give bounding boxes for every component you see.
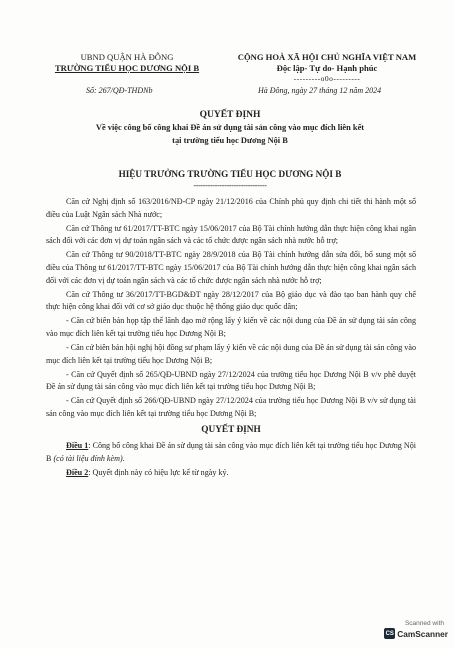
article-2-label: Điều 2 [66, 468, 89, 478]
country-name: CỘNG HOÀ XÃ HỘI CHỦ NGHĨA VIỆT NAM [237, 52, 417, 62]
camscanner-brand: CamScanner [397, 628, 448, 639]
national-motto: Độc lập- Tự do- Hạnh phúc [276, 63, 378, 73]
article-1-end: . [122, 453, 125, 463]
place-date: Hà Đông, ngày 27 tháng 12 năm 2024 [258, 86, 382, 95]
legal-basis-paragraph: Căn cứ Thông tư 61/2017/TT-BTC ngày 15/06/2017 của Bộ Tài chính hướng dẫn thực hiện công khai ngân sách đối với các đơn vị dự toán ngân sách và các tổ chức được ngân sách nhà nước hỗ trợ; [46, 223, 416, 246]
header-right [222, 52, 432, 83]
camscanner-logo-icon: CS [384, 628, 395, 639]
title-subject-line-1: Về việc công bố công khai Đề án sử dụng tài sản công vào mục đích liên kết [95, 123, 365, 132]
article-2 [46, 467, 416, 480]
legal-basis-paragraph: - Căn cứ Quyết định số 265/QĐ-UBND ngày 27/12/2024 của trường tiểu học Dương Nội B v/v phê duyệt Đề án sử dụng tài sản công vào mục đích liên kết tại trường tiểu học Dương Nội B; [46, 369, 416, 392]
legal-basis-paragraph: - Căn cứ biên bản họp tập thể lãnh đạo mở rộng lấy ý kiến về các nội dung của Đề án sử dụng tài sản công vào mục đích liên kết tại trường tiểu học Dương Nội B; [46, 316, 416, 338]
header-left [42, 52, 212, 74]
document-number: Số: 267/QĐ-THDNb [86, 86, 153, 95]
legal-basis-paragraph: - Căn cứ Quyết định số 266/QĐ-UBND ngày 27/12/2024 của trường tiểu học Dương Nội B v/v sử dụng tài sản công vào mục đích liên kết tại trường tiểu học Dương Nội B; [46, 396, 416, 418]
article-1-note: (có tài liệu đính kèm) [53, 453, 123, 463]
motto-separator: ---------o0o--------- [293, 74, 361, 83]
camscanner-watermark [378, 620, 448, 639]
legal-basis-paragraph: Căn cứ Thông tư 90/2018/TT-BTC ngày 28/9/2018 của Bộ Tài chính hướng dẫn sửa đổi, bổ sung một số điều của Thông tư 61/2017/TT-BTC ngày 15/06/2017 của Bộ Tài chính hướng dẫn thực hiện công khai ngân sách đối với các đơn vị dự toán ngân sách và các tổ chức được ngân sách nhà nước hỗ trợ; [46, 250, 416, 285]
school-name: TRƯỜNG TIỂU HỌC DƯƠNG NỘI B [54, 63, 200, 73]
document-body [46, 196, 416, 481]
scanner-caption: Scanned with [404, 620, 444, 627]
org-name: UBND QUẬN HÀ ĐÔNG [80, 52, 174, 62]
title-subject-line-2: tại trường tiểu học Dương Nội B [172, 136, 288, 145]
legal-basis-paragraph: Căn cứ Nghị định số 163/2016/NĐ-CP ngày 21/12/2016 của Chính phủ quy định chi tiết thi hành một số điều của Luật Ngân sách Nhà nước; [46, 197, 416, 219]
title-block [40, 109, 420, 147]
decision-heading: QUYẾT ĐỊNH [201, 424, 261, 435]
legal-basis-paragraph: Căn cứ Thông tư 36/2017/TT-BGD&ĐT ngày 28/12/2017 của Bộ giáo dục và đào tạo ban hành quy chế thực hiện công khai đối với cơ sở giáo dục thuộc hệ thống giáo dục quốc dân; [46, 289, 416, 312]
issuer-heading: HIỆU TRƯỞNG TRƯỜNG TIỂU HỌC DƯƠNG NỘI B [118, 169, 342, 179]
issuer-divider: ------------------------------- [193, 181, 267, 190]
article-1-text: : Công bố công khai Đề án sử dụng tài sản công vào mục đích liên kết tại trường tiểu học Dương Nội B [46, 441, 417, 463]
article-1-label: Điều 1 [66, 441, 89, 451]
document-title: QUYẾT ĐỊNH [199, 110, 261, 120]
article-2-text: : Quyết định này có hiệu lực kể từ ngày ký. [88, 468, 229, 478]
article-1 [46, 440, 416, 465]
legal-basis-paragraph: - Căn cứ biên bản hội nghị hội đồng sư phạm lấy ý kiến về các nội dung của Đề án sử dụng tài sản công vào mục đích liên kết tại trường tiểu học Dương Nội B; [46, 343, 416, 365]
